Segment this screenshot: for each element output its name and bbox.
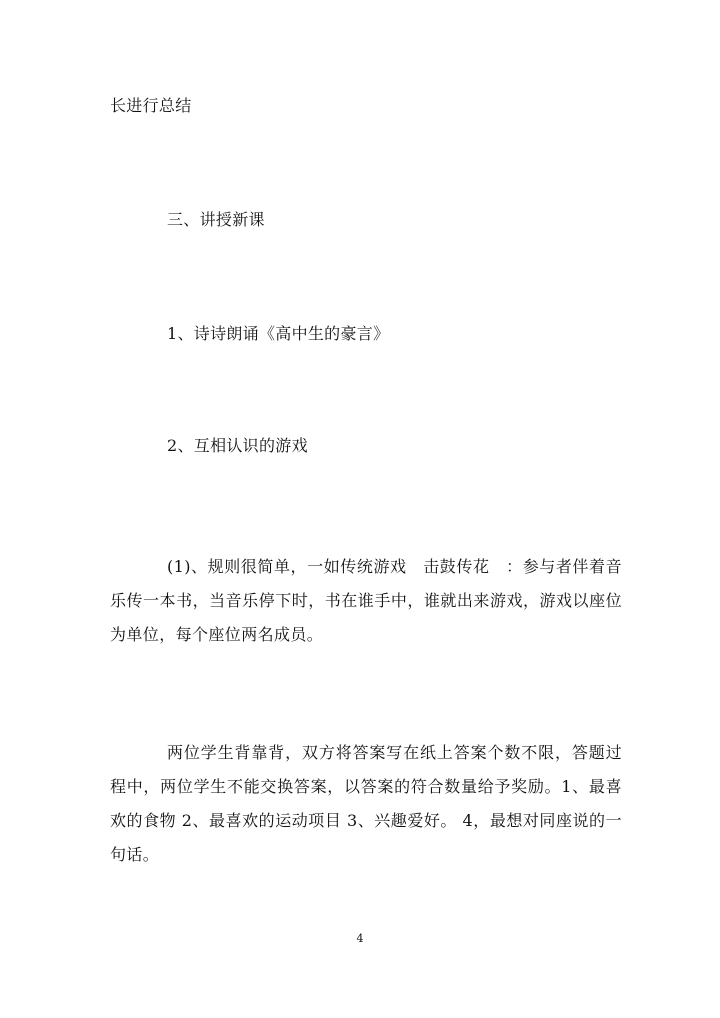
rules-paragraph: (1)、规则很简单，一如传统游戏 击鼓传花 ：参与者伴着音乐传一本书，当音乐停下时，书在谁手中，谁就出来游戏，游戏以座位为单位，每个座位两名成员。 (110, 557, 622, 644)
list-item-2: 2、互相认识的游戏 (167, 436, 308, 455)
list-item-1: 1、诗诗朗诵《高中生的豪言》 (167, 324, 390, 343)
section-heading: 三、讲授新课 (167, 210, 265, 229)
page-number: 4 (356, 932, 364, 945)
continuation-text: 长进行总结 (110, 96, 192, 115)
activity-paragraph: 两位学生背靠背，双方将答案写在纸上答案个数不限，答题过程中，两位学生不能交换答案，以答案的符合数量给予奖励。1、最喜欢的食物 2、最喜欢的运动项目 3、兴趣爱好。 4，最想对同座说的一句话。 (110, 743, 622, 864)
